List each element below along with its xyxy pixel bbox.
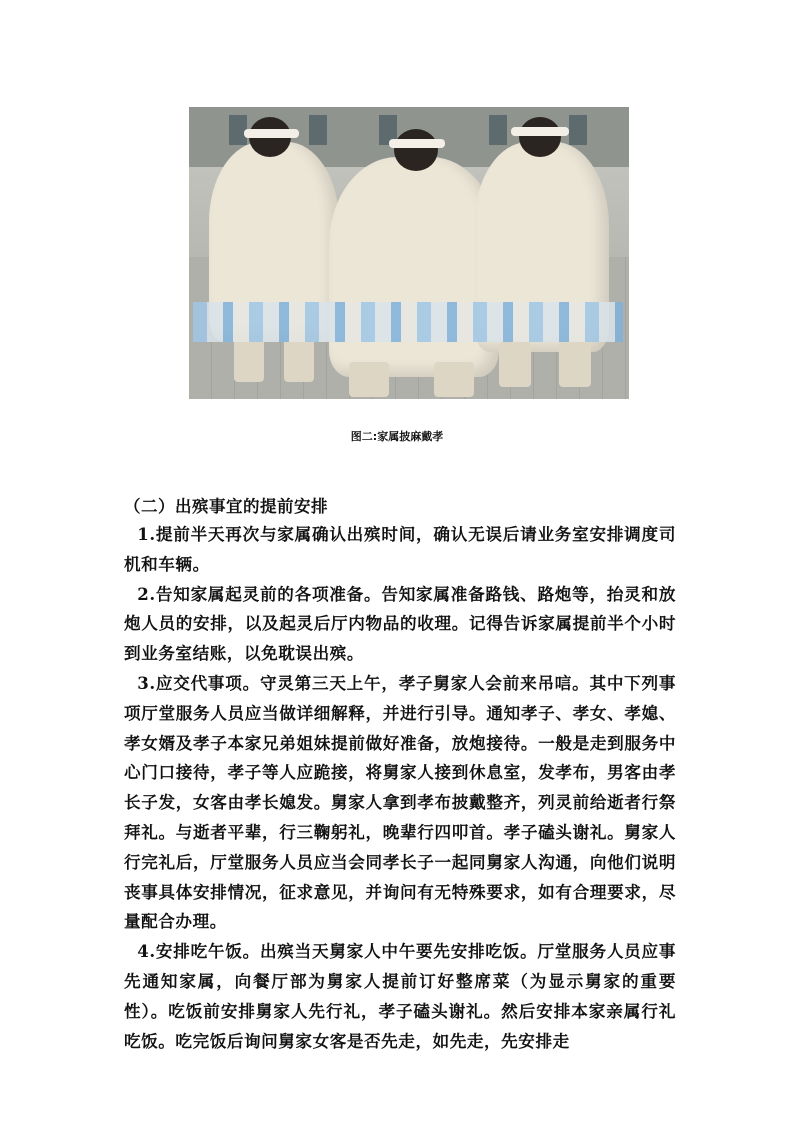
paragraph-4: 4.安排吃午饭。出殡当天舅家人中午要先安排吃饭。厅堂服务人员应事先通知家属，向餐厅部为舅家人提前订好整席菜（为显示舅家的重要性）。吃饭前安排舅家人先行礼，孝子磕头谢礼。然后安排本家亲属行礼吃饭。吃完饭后询问舅家女客是否先走，如先走，先安排走 bbox=[124, 941, 676, 1051]
figure-caption: 图二:家属披麻戴孝 bbox=[350, 430, 444, 443]
section-heading: （二）出殡事宜的提前安排 bbox=[124, 497, 328, 516]
paragraph-2: 2.告知家属起灵前的各项准备。告知家属准备路钱、路炮等，抬灵和放炮人员的安排，以及起灵后厅内物品的收理。记得告诉家属提前半个小时到业务室结账，以免耽误出殡。 bbox=[124, 583, 676, 664]
photo-family-mourning-attire bbox=[189, 107, 629, 399]
paragraph-3: 3.应交代事项。守灵第三天上午，孝子舅家人会前来吊唁。其中下列事项厅堂服务人员应当做详细解释，并进行引导。通知孝子、孝女、孝媳、孝女婿及孝子本家兄弟姐妹提前做好准备，放炮接待。一般是走到服务中心门口接待，孝子等人应跪接，将舅家人接到休息室，发孝布，男客由孝长子发，女客由孝长媳发。舅家人拿到孝布披戴整齐，列灵前给逝者行祭拜礼。与逝者平辈，行三鞠躬礼，晚辈行四叩首。孝子磕头谢礼。舅家人行完礼后，厅堂服务人员应当会同孝长子一起同舅家人沟通，向他们说明丧事具体安排情况，征求意见，并询问有无特殊要求，如有合理要求，尽量配合办理。 bbox=[124, 672, 676, 932]
section-body bbox=[124, 520, 676, 1056]
paragraph-1: 1.提前半天再次与家属确认出殡时间，确认无误后请业务室安排调度司机和车辆。 bbox=[124, 524, 676, 574]
